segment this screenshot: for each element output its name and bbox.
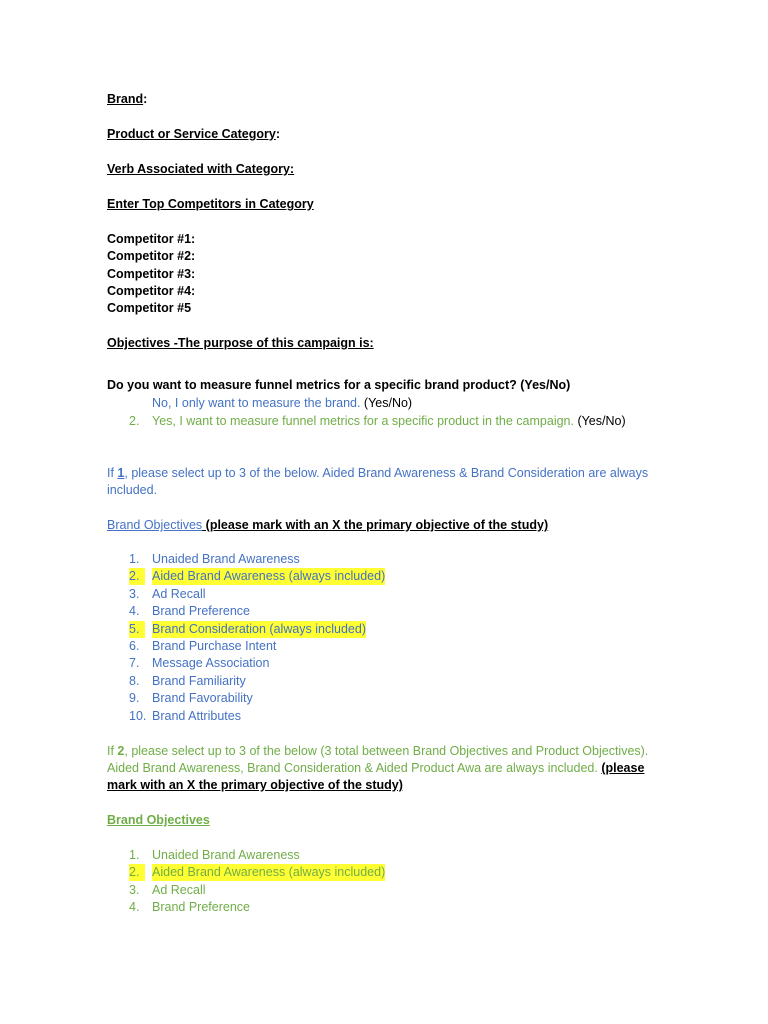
section1-text: , please select up to 3 of the below. Aided Brand Awareness & Brand Consideration are always — [124, 466, 649, 480]
primary-objective-note: (please mark with an X the primary objective of the study) — [202, 518, 549, 532]
brand-objectives-link[interactable]: Brand Objectives — [107, 518, 203, 532]
brand-objective-item-number: 9. — [129, 691, 140, 705]
question-option-2 — [152, 413, 626, 430]
brand-objective-item-number: 5. — [129, 621, 145, 638]
option-1-suffix: (Yes/No) — [360, 396, 413, 410]
section2-instruction-line3: mark with an X the primary objective of the study) — [107, 778, 403, 792]
competitor-2: Competitor #2: — [107, 249, 196, 263]
section1-instruction-line2: included. — [107, 483, 158, 497]
funnel-question: Do you want to measure funnel metrics for a specific brand product? (Yes/No) — [107, 378, 571, 392]
option-2-text: Yes, I want to measure funnel metrics for a specific product in the campaign. — [152, 414, 574, 428]
section2-number: 2 — [117, 744, 125, 758]
section1-if: If — [107, 466, 118, 480]
section1-instruction-line1 — [107, 465, 648, 482]
question-option-1 — [152, 395, 412, 412]
brand-objective-item-label: Brand Attributes — [152, 709, 241, 723]
section2-objective-item-label: Brand Preference — [152, 900, 250, 914]
brand-field — [107, 91, 147, 108]
section2-instruction-line1 — [107, 743, 648, 760]
section2-objective-item-number: 1. — [129, 848, 140, 862]
competitor-4: Competitor #4: — [107, 284, 196, 298]
brand-objective-item-label: Brand Consideration (always included) — [152, 622, 367, 636]
category-colon: : — [275, 127, 280, 141]
option-1-text: No, I only want to measure the brand. — [152, 396, 361, 410]
competitors-heading: Enter Top Competitors in Category — [107, 197, 314, 211]
brand-objective-item-label: Brand Purchase Intent — [152, 639, 277, 653]
brand-objective-item-label: Brand Preference — [152, 604, 250, 618]
brand-objective-item-label: Brand Familiarity — [152, 674, 246, 688]
brand-label: Brand — [107, 92, 144, 106]
objectives-heading: Objectives -The purpose of this campaign is: — [107, 336, 374, 350]
category-field — [107, 126, 280, 143]
brand-objective-item-number: 1. — [129, 552, 140, 566]
brand-objective-item-label: Ad Recall — [152, 587, 206, 601]
competitor-3: Competitor #3: — [107, 267, 196, 281]
brand-objective-item-label: Message Association — [152, 656, 270, 670]
brand-objective-item-number: 4. — [129, 604, 140, 618]
section2-text: , please select up to 3 of the below (3 total between Brand Objectives and Product Objectives). — [124, 744, 649, 758]
section1-heading — [107, 517, 548, 534]
brand-objective-item-number: 7. — [129, 656, 140, 670]
section2-heading: Brand Objectives — [107, 813, 210, 827]
brand-objective-item-number: 6. — [129, 639, 140, 653]
section2-if: If — [107, 744, 118, 758]
section2-objective-item-number: 4. — [129, 900, 140, 914]
brand-objective-item-label: Aided Brand Awareness (always included) — [152, 569, 386, 583]
section2-line2-text: Aided Brand Awareness, Brand Consideration & Aided Product Awa are always included. — [107, 761, 598, 775]
section2-line2-note: (please — [601, 761, 645, 775]
section2-objective-item-number: 3. — [129, 883, 140, 897]
brand-objective-item-number: 3. — [129, 587, 140, 601]
competitor-5: Competitor #5 — [107, 301, 192, 315]
brand-objective-item-label: Unaided Brand Awareness — [152, 552, 300, 566]
category-label: Product or Service Category — [107, 127, 276, 141]
verb-field: Verb Associated with Category: — [107, 162, 295, 176]
brand-objective-item-label: Brand Favorability — [152, 691, 253, 705]
section2-objective-item-label: Aided Brand Awareness (always included) — [152, 865, 386, 879]
section2-objective-item-label: Unaided Brand Awareness — [152, 848, 300, 862]
option-2-number: 2. — [129, 414, 140, 428]
brand-objective-item-number: 2. — [129, 568, 145, 585]
section2-objective-item-number: 2. — [129, 864, 145, 881]
option-2-suffix: (Yes/No) — [573, 414, 626, 428]
brand-colon: : — [143, 92, 148, 106]
section2-objective-item-label: Ad Recall — [152, 883, 206, 897]
competitor-1: Competitor #1: — [107, 232, 196, 246]
brand-objective-item-number: 8. — [129, 674, 140, 688]
brand-objective-item-number: 10. — [129, 709, 147, 723]
section1-number: 1 — [117, 466, 125, 480]
section2-instruction-line2 — [107, 760, 644, 777]
